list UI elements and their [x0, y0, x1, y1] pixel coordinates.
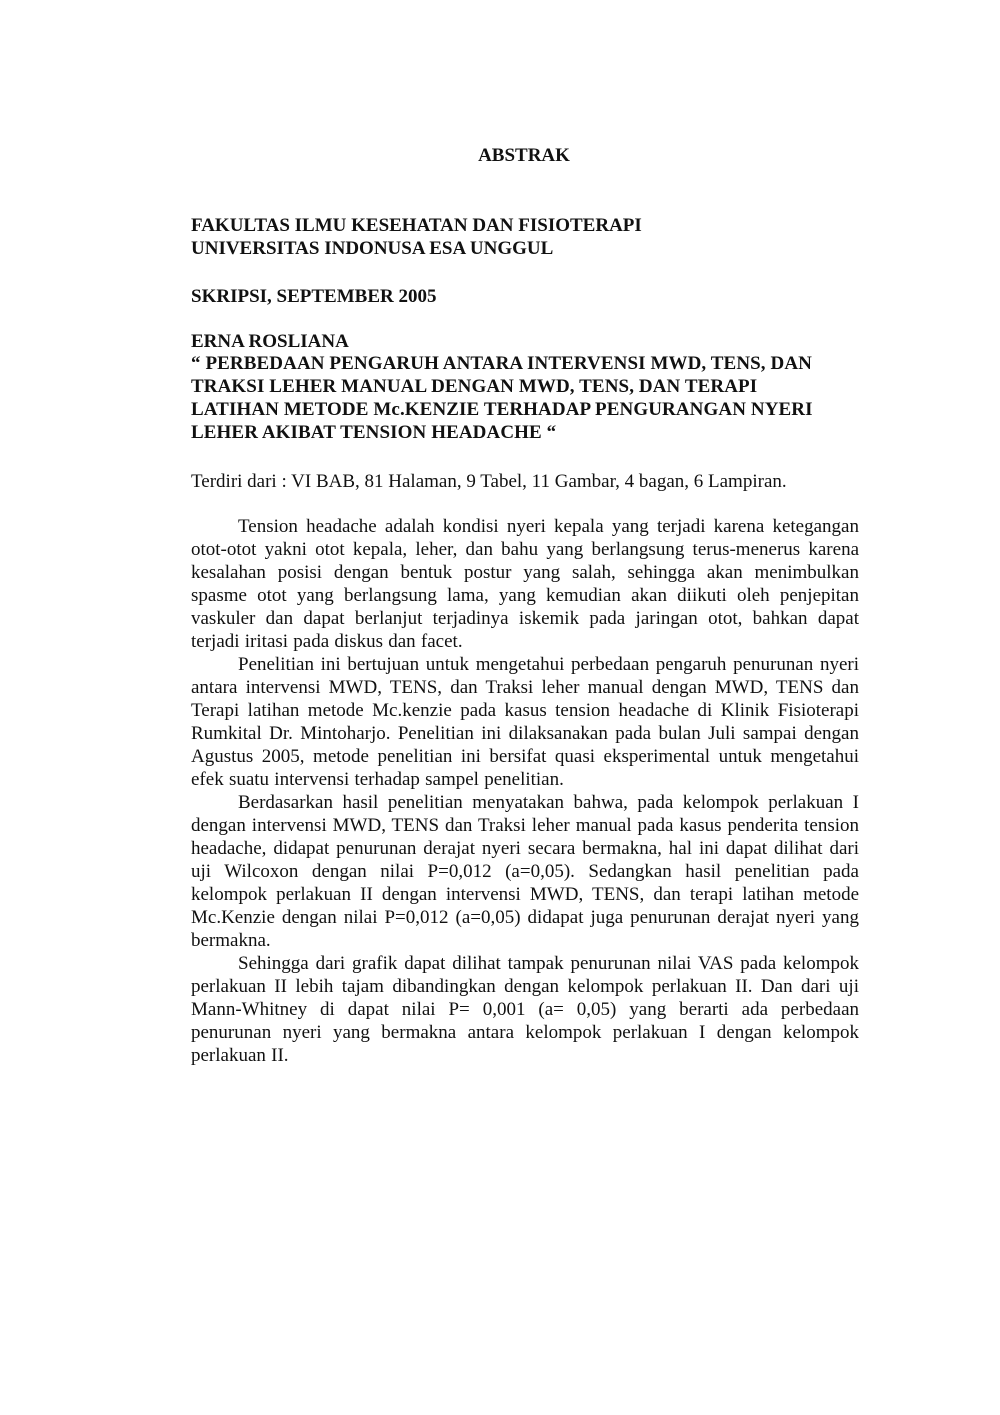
abstract-paragraph: Penelitian ini bertujuan untuk mengetahui perbedaan pengaruh penurunan nyeri antara intervensi MWD, TENS, dan Traksi leher manual dengan MWD, TENS dan Terapi latihan metode Mc.kenzie pada kasus tension headache di Klinik Fisioterapi Rumkital Dr. Mintoharjo. Penelitian ini dilaksanakan pada bulan Juli sampai dengan Agustus 2005, metode penelitian ini bersifat quasi eksperimental untuk mengetahui efek suatu intervensi terhadap sampel penelitian.	[191, 654, 859, 790]
faculty-line: FAKULTAS ILMU KESEHATAN DAN FISIOTERAPI	[191, 215, 642, 236]
thesis-date: SKRIPSI, SEPTEMBER 2005	[191, 286, 437, 307]
thesis-title-line: LEHER AKIBAT TENSION HEADACHE “	[191, 422, 557, 443]
faculty-block	[191, 214, 859, 260]
author-name: ERNA ROSLIANA	[191, 331, 349, 352]
thesis-title	[191, 352, 859, 444]
university-line: UNIVERSITAS INDONUSA ESA UNGGUL	[191, 238, 554, 259]
abstract-paragraph: Tension headache adalah kondisi nyeri kepala yang terjadi karena ketegangan otot-otot yakni otot kepala, leher, dan bahu yang berlangsung terus-menerus karena kesalahan posisi dengan bentuk postur yang salah, sehingga akan menimbulkan spasme otot yang berlangsung lama, yang kemudian akan diikuti oleh penjepitan vaskuler dan dapat berlanjut terjadinya iskemik pada jaringan otot, bahkan dapat terjadi iritasi pada diskus dan facet.	[191, 516, 859, 652]
abstract-paragraph: Berdasarkan hasil penelitian menyatakan bahwa, pada kelompok perlakuan I dengan intervensi MWD, TENS dan Traksi leher manual pada kasus penderita tension headache, didapat penurunan derajat nyeri secara bermakna, hal ini dapat dilihat dari uji Wilcoxon dengan nilai P=0,012 (a=0,05). Sedangkan hasil penelitian pada kelompok perlakuan II dengan intervensi MWD, TENS, dan terapi latihan metode Mc.Kenzie dengan nilai P=0,012 (a=0,05) didapat juga penurunan derajat nyeri yang bermakna.	[191, 792, 859, 951]
thesis-title-line: LATIHAN METODE Mc.KENZIE TERHADAP PENGURANGAN NYERI	[191, 399, 813, 420]
abstract-heading: ABSTRAK	[478, 145, 570, 166]
composition-info: Terdiri dari : VI BAB, 81 Halaman, 9 Tabel, 11 Gambar, 4 bagan, 6 Lampiran.	[191, 471, 787, 492]
thesis-title-line: TRAKSI LEHER MANUAL DENGAN MWD, TENS, DAN TERAPI	[191, 376, 758, 397]
abstract-paragraph: Sehingga dari grafik dapat dilihat tampak penurunan nilai VAS pada kelompok perlakuan II lebih tajam dibandingkan dengan kelompok perlakuan II. Dan dari uji Mann-Whitney di dapat nilai P= 0,001 (a= 0,05) yang berarti ada perbedaan penurunan nyeri yang bermakna antara kelompok perlakuan I dengan kelompok perlakuan II.	[191, 953, 859, 1066]
thesis-title-line: “ PERBEDAAN PENGARUH ANTARA INTERVENSI MWD, TENS, DAN	[191, 353, 812, 374]
abstract-body	[191, 515, 859, 1067]
